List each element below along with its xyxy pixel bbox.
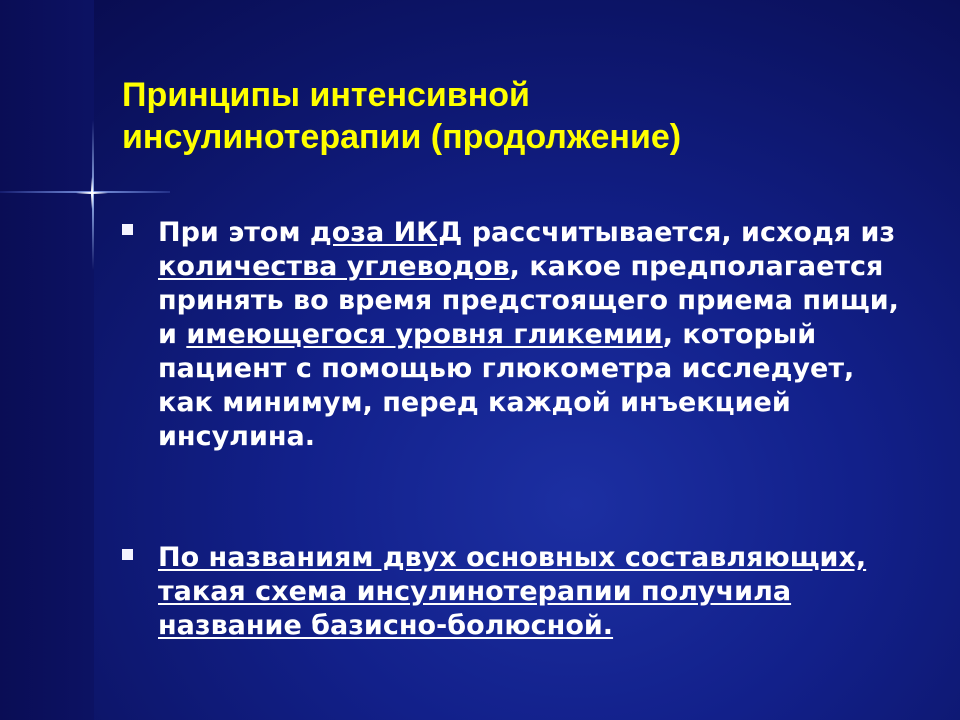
text-segment: При этом [158,217,310,248]
underlined-term: доза ИКД [309,217,463,248]
underlined-term: количества углеводов [158,251,510,282]
bullet-square-icon [122,224,133,235]
slide-title [122,74,922,158]
underlined-term: имеющегося уровня гликемии [186,319,663,350]
bullet-text [158,541,912,643]
bullet-square-icon [122,549,133,560]
text-segment: рассчитывается, исходя из [462,217,896,248]
bullet-item-1 [122,216,912,454]
sparkle-icon [76,177,108,209]
title-line-2: инсулинотерапии (продолжение) [122,118,682,156]
text-segment: , который пациент с помощью глюкометра исследует, как минимум, перед каждой инъекцией инсулина. [158,319,855,452]
text-segment: , какое предполагается принять во время предстоящего приема пищи, и [158,251,899,350]
left-decorative-band [0,0,94,720]
bullet-item-2 [122,541,912,643]
title-line-1: Принципы интенсивной [122,76,530,114]
bullet-text [158,216,912,454]
underlined-term: По названиям двух основных составляющих, такая схема инсулинотерапии получила название базисно-болюсной. [158,542,867,641]
